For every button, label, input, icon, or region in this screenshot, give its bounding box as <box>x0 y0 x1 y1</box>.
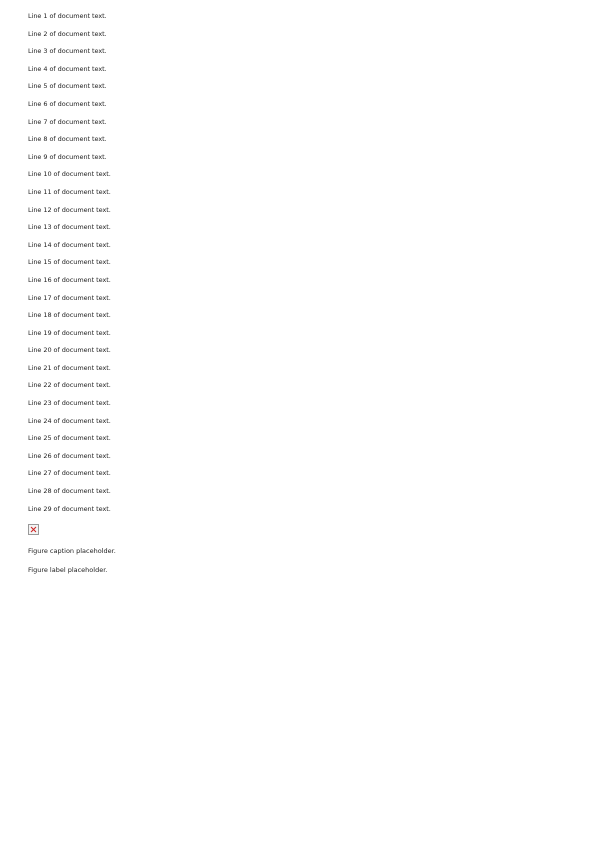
paragraph: Line 24 of document text. <box>28 416 111 425</box>
paragraph: Line 5 of document text. <box>28 82 107 91</box>
paragraph: Line 7 of document text. <box>28 117 107 126</box>
paragraph: Line 26 of document text. <box>28 451 111 460</box>
paragraph: Line 2 of document text. <box>28 29 107 38</box>
paragraph: Line 21 of document text. <box>28 363 111 372</box>
paragraph: Line 12 of document text. <box>28 205 111 214</box>
paragraph: Line 16 of document text. <box>28 275 111 284</box>
paragraph: Line 10 of document text. <box>28 170 111 179</box>
paragraph: Line 17 of document text. <box>28 293 111 302</box>
paragraph: Line 3 of document text. <box>28 47 107 56</box>
broken-image-icon <box>28 524 39 535</box>
paragraph: Line 11 of document text. <box>28 187 111 196</box>
paragraph: Line 1 of document text. <box>28 12 107 20</box>
paragraph: Line 15 of document text. <box>28 258 111 267</box>
paragraph: Line 8 of document text. <box>28 135 107 144</box>
figure-caption: Figure caption placeholder. <box>28 547 116 556</box>
paragraph: Line 27 of document text. <box>28 469 111 478</box>
paragraph: Line 6 of document text. <box>28 99 107 108</box>
paragraph: Line 29 of document text. <box>28 504 111 513</box>
paragraph: Line 28 of document text. <box>28 487 111 496</box>
figure-label: Figure label placeholder. <box>28 565 108 574</box>
paragraph: Line 14 of document text. <box>28 240 111 249</box>
paragraph: Line 18 of document text. <box>28 311 111 320</box>
paragraph: Line 19 of document text. <box>28 328 111 337</box>
paragraph: Line 23 of document text. <box>28 399 111 408</box>
paragraph: Line 13 of document text. <box>28 223 111 232</box>
paragraph: Line 25 of document text. <box>28 434 111 443</box>
paragraph: Line 22 of document text. <box>28 381 111 390</box>
paragraph: Line 20 of document text. <box>28 346 111 355</box>
paragraph: Line 9 of document text. <box>28 152 107 161</box>
paragraph: Line 4 of document text. <box>28 64 107 73</box>
